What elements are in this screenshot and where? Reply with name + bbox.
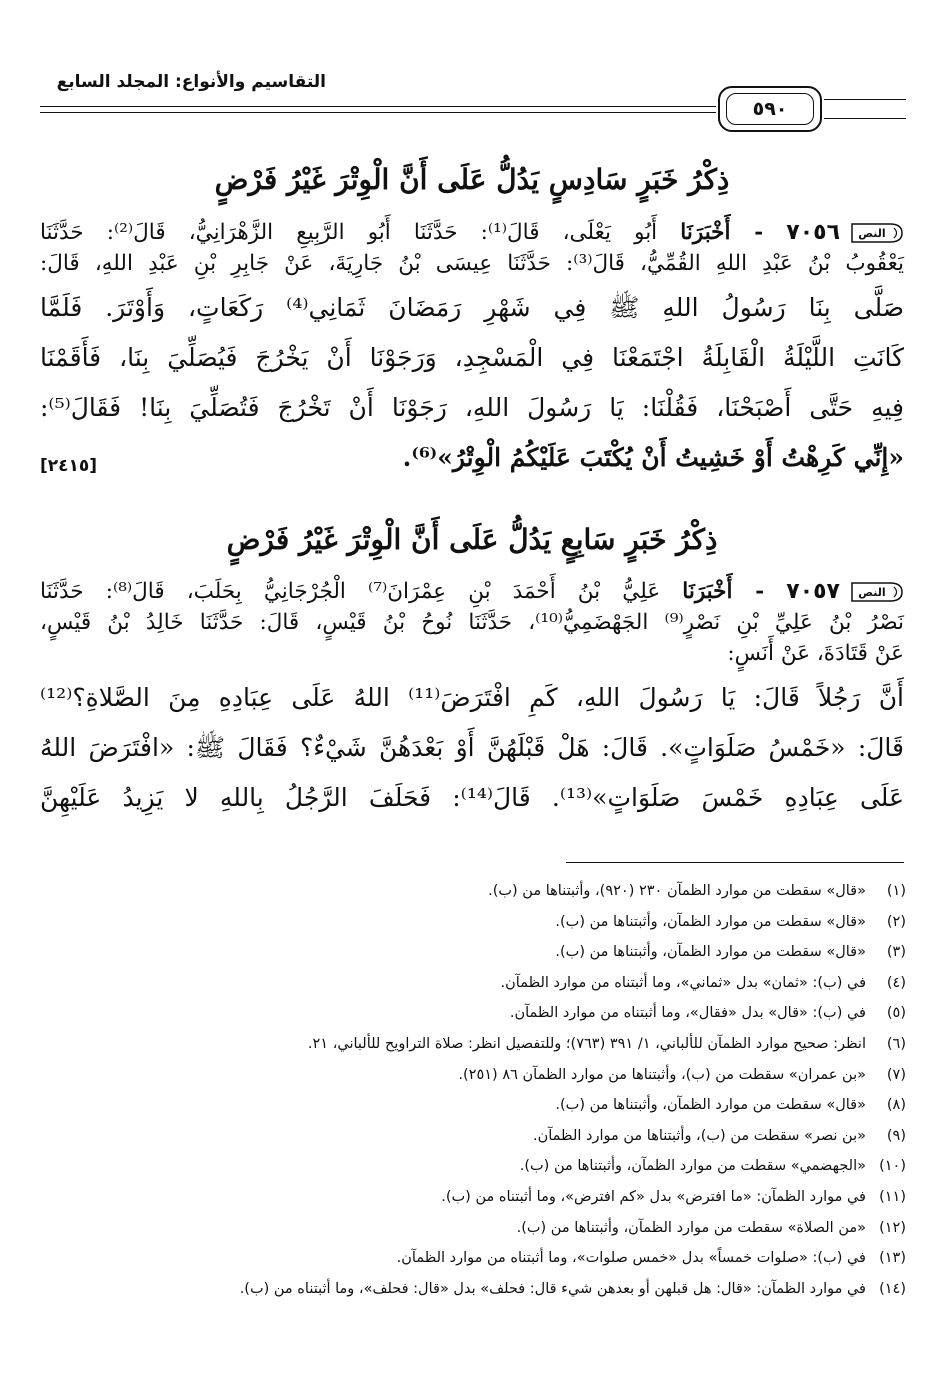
footnote-text: «قال» سقطت من موارد الظمآن، وأثبتناها من (ب).: [555, 944, 866, 961]
footnote-number: (١٣): [879, 1250, 906, 1267]
footnote-separator: [566, 862, 904, 863]
footnote-text: «الجهضمي» سقطت من موارد الظمآن، وأثبتناها من (ب).: [519, 1158, 866, 1175]
footnotes: [40, 876, 906, 1304]
footnote: [40, 876, 906, 907]
header-rule: [40, 106, 716, 107]
text-line: كَانَتِ اللَّيْلَةُ الْقَابِلَةُ اجْتَمَعْنَا فِي الْمَسْجِدِ، وَرَجَوْنَا أَنْ يَخْرُجَ فَيُصَلِّيَ بِنَا، فَأَقَمْنَا: [40, 343, 904, 372]
text-line-content: أَبُو يَعْلَى، قَالَ⁽¹⁾: حَدَّثَنَا أَبُو الرَّبِيعِ الزَّهْرَانِيُّ، قَالَ⁽²⁾: حَدَّثَنَا: [40, 220, 658, 245]
footnote: [40, 1182, 906, 1213]
footnote: [40, 907, 906, 938]
footnote-text: «قال» سقطت من موارد الظمآن، وأثبتناها من (ب).: [555, 1097, 866, 1114]
footnote-number: (١): [886, 883, 906, 899]
hadith-badge-icon: [850, 579, 904, 605]
section-heading: ذِكْرُ خَبَرٍ سَابِعٍ يَدُلُّ عَلَى أَنَّ الْوِتْرَ غَيْرُ فَرْضٍ: [226, 523, 718, 556]
reference-number: [٢٤١٥]: [40, 456, 98, 476]
footnote-text: في (ب): «صلوات خمساً» بدل «خمس صلوات»، وما أثبتناه من موارد الظمآن.: [396, 1250, 866, 1267]
footnote: [40, 1243, 906, 1274]
footnote: [40, 998, 906, 1029]
footnote-number: (١٤): [879, 1280, 906, 1297]
text-line: أَنَّ رَجُلاً قَالَ: يَا رَسُولَ اللهِ، كَمِ افْتَرَضَ⁽¹¹⁾ اللهُ عَلَى عِبَادِهِ مِنَ الصَّلاةِ؟⁽¹²⁾: [40, 683, 904, 712]
text-line: [40, 217, 904, 248]
footnote-text: في (ب): «قال» بدل «فقال»، وما أثبتناه من موارد الظمآن.: [509, 1005, 866, 1022]
footnote: [40, 1090, 906, 1121]
footnote-number: (٥): [886, 1005, 906, 1022]
hadith-number: ٧٠٥٧: [786, 579, 840, 604]
footnote-number: (٦): [886, 1035, 906, 1052]
text-line: «إِنِّي كَرِهْتُ أَوْ خَشِيتُ أَنْ يُكْتَبَ عَلَيْكُمُ الْوِتْرُ»⁽⁶⁾.: [402, 443, 904, 472]
footnote-number: (٧): [886, 1066, 906, 1083]
footnote-number: (١٠): [879, 1158, 906, 1175]
hadith-badge-icon: [850, 220, 904, 246]
header-rule: [824, 118, 906, 119]
footnote-text: انظر: صحيح موارد الظمآن للألباني، ١/ ٣٩١ (٧٦٣)؛ وللتفصيل انظر: صلاة التراويح للألباني، ٢١.: [307, 1035, 866, 1052]
text-line: نَصْرُ بْنُ عَلِيِّ بْنِ نَصْرٍ⁽⁹⁾ الجَهْضَمِيُّ⁽¹⁰⁾، حَدَّثَنَا نُوحُ بْنُ قَيْسٍ، قَالَ: حَدَّثَنَا خَالِدُ بْنُ قَيْسٍ،: [40, 610, 905, 635]
text-line: قَالَ: «خَمْسُ صَلَوَاتٍ». قَالَ: هَلْ قَبْلَهُنَّ أَوْ بَعْدَهُنَّ شَيْءٌ؟ فَقَالَ ﷺ: «افْتَرَضَ اللهُ: [40, 733, 904, 762]
footnote-text: في موارد الظمآن: «ما افترض» بدل «كم افترض»، وما أثبتناه من (ب).: [441, 1188, 866, 1205]
footnote-text: في (ب): «ثمان» بدل «ثماني»، وما أثبتناه من موارد الظمآن.: [500, 974, 866, 991]
footnote-number: (٨): [886, 1097, 906, 1114]
hadith-badge-label: النص: [858, 586, 886, 599]
footnote: [40, 1121, 906, 1152]
footnote: [40, 1029, 906, 1060]
page-number-frame: [718, 86, 822, 132]
footnote-text: «قال» سقطت من موارد الظمآن، وأثبتناها من (ب).: [555, 913, 866, 930]
text-line: [40, 576, 904, 607]
footnote-number: (١١): [879, 1188, 906, 1205]
hadith-badge-label: النص: [858, 227, 886, 240]
text-line-content: عَلِيُّ بْنُ أَحْمَدَ بْنِ عِمْرَانَ⁽⁷⁾ الْجُرْجَانِيُّ بِحَلَبَ، قَالَ⁽⁸⁾: حَدَّثَنَا: [40, 579, 661, 604]
text-line: يَعْقُوبُ بْنُ عَبْدِ اللهِ القُمِّيُّ، قَالَ⁽³⁾: حَدَّثَنَا عِيسَى بْنُ جَارِيَةَ، عَنْ جَابِرِ بْنِ عَبْدِ اللهِ، قَالَ:: [40, 251, 904, 276]
footnote-number: (١٢): [879, 1219, 906, 1236]
running-title: التقاسيم والأنواع: المجلد السابع: [56, 72, 326, 92]
footnote: [40, 1274, 906, 1305]
footnote-text: «قال» سقطت من موارد الظمآن ٢٣٠ (٩٢٠)، وأثبتناها من (ب).: [488, 883, 866, 899]
header-rule: [40, 112, 716, 113]
header-rule: [824, 99, 906, 100]
text-line: فِيهِ حَتَّى أَصْبَحْنَا، فَقُلْنَا: يَا رَسُولَ اللهِ، رَجَوْنَا أَنْ تَخْرُجَ فَتُصَلِّيَ بِنَا! فَقَالَ⁽⁵⁾:: [40, 393, 904, 422]
footnote-number: (٣): [886, 944, 906, 961]
footnote: [40, 1060, 906, 1091]
footnote-text: «من الصلاة» سقطت من موارد الظمآن، وأثبتناها من (ب).: [516, 1219, 866, 1236]
footnote-number: (٢): [886, 913, 906, 930]
hadith-7057: [40, 576, 904, 823]
footnote-text: «بن نصر» سقطت من (ب)، وأثبتناها من موارد الظمآن.: [533, 1127, 866, 1144]
footnote: [40, 1151, 906, 1182]
hadith-lead: - أَخْبَرَنَا: [680, 220, 764, 245]
footnote: [40, 1213, 906, 1244]
footnote-number: (٤): [886, 974, 906, 991]
text-line: عَلَى عِبَادِهِ خَمْسَ صَلَوَاتٍ»⁽¹³⁾. قَالَ⁽¹⁴⁾: فَحَلَفَ الرَّجُلُ بِاللهِ لا يَزِيدُ عَلَيْهِنَّ: [40, 783, 905, 812]
footnote: [40, 968, 906, 999]
footnote-number: (٩): [886, 1127, 906, 1144]
text-line: صَلَّى بِنَا رَسُولُ اللهِ ﷺ فِي شَهْرِ رَمَضَانَ ثَمَانِي⁽⁴⁾ رَكَعَاتٍ، وَأَوْتَرَ. فَلَمَّا: [40, 293, 905, 322]
page-number: ٥٩٠: [726, 93, 814, 125]
text-line: عَنْ قَتَادَةَ، عَنْ أَنَسٍ:: [727, 641, 904, 666]
hadith-7056: [40, 217, 904, 483]
footnote: [40, 937, 906, 968]
footnote-text: في موارد الظمآن: «قال: هل قبلهن أو بعدهن شيء قال: فحلف» بدل «قال: فحلف»، وما أثبتناه من (ب).: [239, 1280, 866, 1297]
footnote-text: «بن عمران» سقطت من (ب)، وأثبتناها من موارد الظمآن ٨٦ (٢٥١).: [458, 1066, 866, 1083]
section-heading: ذِكْرُ خَبَرٍ سَادِسٍ يَدُلُّ عَلَى أَنَّ الْوِتْرَ غَيْرُ فَرْضٍ: [214, 163, 730, 196]
hadith-lead: - أَخْبَرَنَا: [682, 579, 765, 604]
hadith-number: ٧٠٥٦: [786, 220, 841, 245]
